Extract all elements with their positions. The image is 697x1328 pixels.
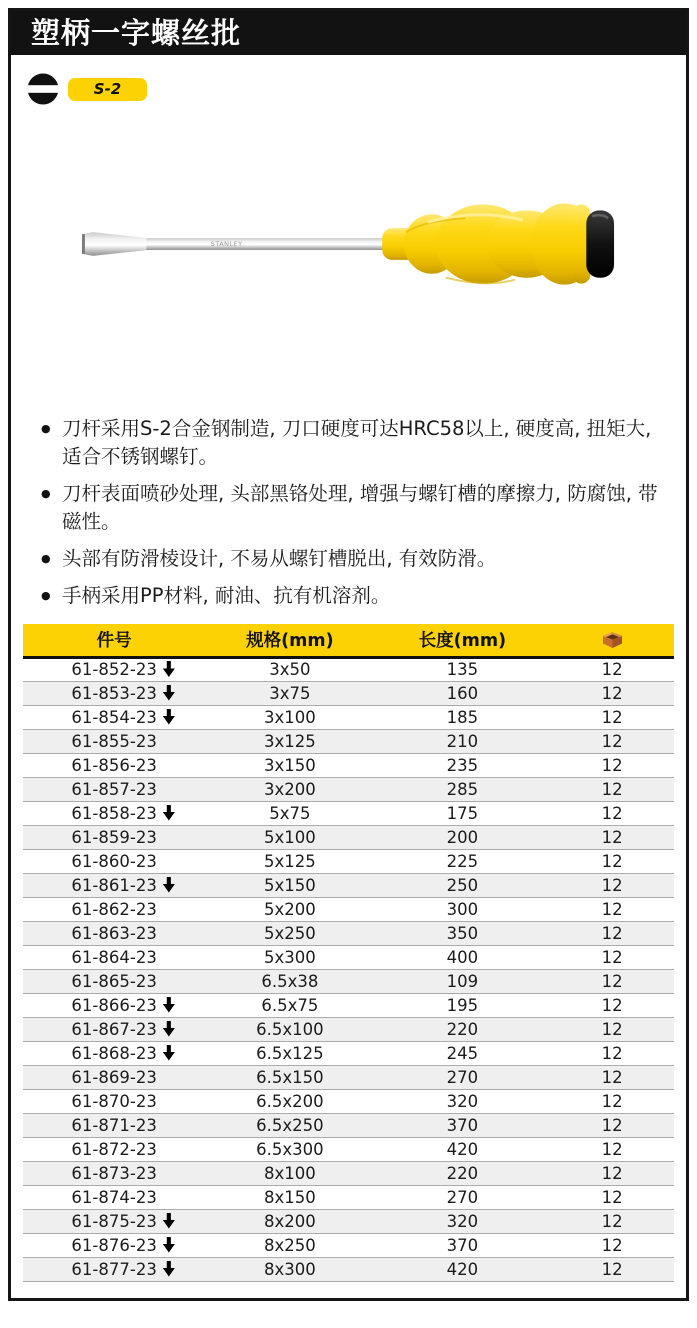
handle-end-cap xyxy=(586,210,614,277)
spec-cell: 6.5x75 xyxy=(261,995,319,1015)
qty-cell: 12 xyxy=(601,1067,623,1087)
feature-item: ● 手柄采用PP材料, 耐油、抗有机溶剂。 xyxy=(41,582,662,610)
part-number-cell xyxy=(23,921,205,945)
qty-cell: 12 xyxy=(601,1259,623,1279)
length-cell: 235 xyxy=(446,755,479,775)
qty-cell: 12 xyxy=(601,660,623,679)
down-arrow-icon xyxy=(163,1261,175,1277)
length-cell: 320 xyxy=(446,1091,479,1111)
part-number: 61-856-23 xyxy=(71,755,157,775)
catalog-sheet xyxy=(8,8,689,1301)
slotted-tip-icon xyxy=(27,73,59,105)
part-number-cell xyxy=(23,1089,205,1113)
spec-cell: 3x100 xyxy=(264,707,316,727)
table-row xyxy=(23,1161,674,1185)
spec-cell: 6.5x125 xyxy=(256,1043,324,1063)
col-header-length: 长度(mm) xyxy=(375,624,551,657)
table-row xyxy=(23,969,674,993)
part-number-cell xyxy=(23,1041,205,1065)
part-number: 61-876-23 xyxy=(71,1235,157,1255)
part-number: 61-865-23 xyxy=(71,971,157,991)
part-number-cell xyxy=(23,801,205,825)
qty-cell: 12 xyxy=(601,1091,623,1111)
part-number: 61-862-23 xyxy=(71,899,157,919)
length-cell: 195 xyxy=(446,995,479,1015)
part-number: 61-855-23 xyxy=(71,731,157,751)
parts-table-header xyxy=(23,624,674,657)
spec-cell: 6.5x100 xyxy=(256,1019,324,1039)
part-number: 61-857-23 xyxy=(71,779,157,799)
qty-cell: 12 xyxy=(601,683,623,703)
length-cell: 225 xyxy=(446,851,479,871)
length-cell: 350 xyxy=(446,923,479,943)
length-cell: 220 xyxy=(446,1019,479,1039)
down-arrow-icon xyxy=(163,685,175,701)
qty-cell: 12 xyxy=(601,947,623,967)
spec-cell: 5x100 xyxy=(264,827,316,847)
table-row xyxy=(23,1185,674,1209)
down-arrow-icon xyxy=(163,805,175,821)
part-number-cell xyxy=(23,1209,205,1233)
part-number-cell xyxy=(23,969,205,993)
spec-cell: 6.5x200 xyxy=(256,1091,324,1111)
qty-cell: 12 xyxy=(601,971,623,991)
part-number: 61-853-23 xyxy=(71,683,157,703)
table-row xyxy=(23,777,674,801)
qty-cell: 12 xyxy=(601,707,623,727)
spec-cell: 3x125 xyxy=(264,731,316,751)
length-cell: 400 xyxy=(446,947,479,967)
table-row xyxy=(23,729,674,753)
down-arrow-icon xyxy=(163,1213,175,1229)
table-row xyxy=(23,1137,674,1161)
length-cell: 109 xyxy=(446,971,479,991)
length-cell: 320 xyxy=(446,1211,479,1231)
part-number: 61-871-23 xyxy=(71,1115,157,1135)
part-number: 61-866-23 xyxy=(71,995,157,1015)
down-arrow-icon xyxy=(163,1045,175,1061)
qty-cell: 12 xyxy=(601,1235,623,1255)
part-number: 61-859-23 xyxy=(71,827,157,847)
part-number: 61-869-23 xyxy=(71,1067,157,1087)
part-number-cell xyxy=(23,1113,205,1137)
table-row xyxy=(23,657,674,681)
part-number-cell xyxy=(23,945,205,969)
qty-cell: 12 xyxy=(601,875,623,895)
length-cell: 250 xyxy=(446,875,479,895)
qty-cell: 12 xyxy=(601,1043,623,1063)
length-cell: 300 xyxy=(446,899,479,919)
page-title-bar xyxy=(11,11,686,55)
part-number: 61-872-23 xyxy=(71,1139,157,1159)
table-row xyxy=(23,705,674,729)
table-row xyxy=(23,1017,674,1041)
part-number: 61-858-23 xyxy=(71,803,157,823)
parts-table xyxy=(23,624,674,1282)
tip-type-row xyxy=(27,73,686,105)
spec-cell: 8x250 xyxy=(264,1235,316,1255)
part-number-cell xyxy=(23,729,205,753)
qty-cell: 12 xyxy=(601,755,623,775)
part-number-cell xyxy=(23,1017,205,1041)
part-number: 61-870-23 xyxy=(71,1091,157,1111)
length-cell: 370 xyxy=(446,1235,479,1255)
part-number-cell xyxy=(23,825,205,849)
down-arrow-icon xyxy=(163,709,175,725)
part-number-cell xyxy=(23,681,205,705)
qty-cell: 12 xyxy=(601,1163,623,1183)
length-cell: 200 xyxy=(446,827,479,847)
length-cell: 420 xyxy=(446,1139,479,1159)
table-row xyxy=(23,873,674,897)
product-image-container xyxy=(11,191,686,303)
qty-cell: 12 xyxy=(601,1187,623,1207)
table-row xyxy=(23,897,674,921)
part-number-cell xyxy=(23,849,205,873)
parts-table-body xyxy=(23,657,674,1281)
header-row xyxy=(23,624,674,657)
table-row xyxy=(23,945,674,969)
length-cell: 285 xyxy=(446,779,479,799)
spec-cell: 5x125 xyxy=(264,851,316,871)
length-cell: 210 xyxy=(446,731,479,751)
spec-cell: 6.5x250 xyxy=(256,1115,324,1135)
spec-cell: 5x250 xyxy=(264,923,316,943)
down-arrow-icon xyxy=(163,997,175,1013)
feature-item: ● 刀杆采用S-2合金钢制造, 刀口硬度可达HRC58以上, 硬度高, 扭矩大, 适合不锈钢螺钉。 xyxy=(41,415,662,471)
table-row xyxy=(23,753,674,777)
length-cell: 420 xyxy=(446,1259,479,1279)
part-number: 61-867-23 xyxy=(71,1019,157,1039)
spec-cell: 3x200 xyxy=(264,779,316,799)
spec-cell: 8x300 xyxy=(264,1259,316,1279)
tip-size-badge-label: S-2 xyxy=(93,80,122,98)
part-number: 61-863-23 xyxy=(71,923,157,943)
qty-cell: 12 xyxy=(601,1019,623,1039)
table-row xyxy=(23,1113,674,1137)
shaft-brand-marking: STANLEY xyxy=(210,240,243,249)
qty-cell: 12 xyxy=(601,995,623,1015)
col-header-qty xyxy=(550,624,674,657)
part-number-cell xyxy=(23,873,205,897)
spec-cell: 8x200 xyxy=(264,1211,316,1231)
part-number-cell xyxy=(23,657,205,681)
spec-cell: 3x50 xyxy=(269,660,311,679)
table-row xyxy=(23,1089,674,1113)
down-arrow-icon xyxy=(163,1237,175,1253)
part-number-cell xyxy=(23,897,205,921)
part-number: 61-861-23 xyxy=(71,875,157,895)
down-arrow-icon xyxy=(163,661,175,677)
qty-cell: 12 xyxy=(601,1115,623,1135)
table-row xyxy=(23,825,674,849)
spec-cell: 5x150 xyxy=(264,875,316,895)
table-row xyxy=(23,993,674,1017)
page-title: 塑柄一字螺丝批 xyxy=(31,16,242,50)
table-row xyxy=(23,801,674,825)
spec-cell: 8x100 xyxy=(264,1163,316,1183)
spec-cell: 6.5x300 xyxy=(256,1139,324,1159)
table-row xyxy=(23,921,674,945)
spec-cell: 6.5x150 xyxy=(256,1067,324,1087)
spec-cell: 3x150 xyxy=(264,755,316,775)
spec-cell: 8x150 xyxy=(264,1187,316,1207)
part-number-cell xyxy=(23,1161,205,1185)
table-row xyxy=(23,1209,674,1233)
qty-cell: 12 xyxy=(601,1211,623,1231)
part-number-cell xyxy=(23,777,205,801)
qty-cell: 12 xyxy=(601,731,623,751)
part-number: 61-852-23 xyxy=(71,660,157,679)
length-cell: 270 xyxy=(446,1067,479,1087)
spec-cell: 5x200 xyxy=(264,899,316,919)
spec-cell: 5x75 xyxy=(269,803,311,823)
qty-cell: 12 xyxy=(601,827,623,847)
table-row xyxy=(23,1257,674,1281)
length-cell: 135 xyxy=(446,660,479,679)
part-number-cell xyxy=(23,993,205,1017)
col-header-spec: 规格(mm) xyxy=(205,624,374,657)
length-cell: 220 xyxy=(446,1163,479,1183)
down-arrow-icon xyxy=(163,877,175,893)
length-cell: 175 xyxy=(446,803,479,823)
qty-cell: 12 xyxy=(601,899,623,919)
feature-list xyxy=(41,415,662,610)
length-cell: 185 xyxy=(446,707,479,727)
length-cell: 245 xyxy=(446,1043,479,1063)
qty-cell: 12 xyxy=(601,851,623,871)
qty-cell: 12 xyxy=(601,923,623,943)
table-row xyxy=(23,849,674,873)
qty-cell: 12 xyxy=(601,803,623,823)
spec-cell: 6.5x38 xyxy=(261,971,319,991)
qty-cell: 12 xyxy=(601,1139,623,1159)
part-number: 61-875-23 xyxy=(71,1211,157,1231)
length-cell: 160 xyxy=(446,683,479,703)
part-number: 61-860-23 xyxy=(71,851,157,871)
part-number-cell xyxy=(23,1233,205,1257)
table-row xyxy=(23,1065,674,1089)
table-row xyxy=(23,1041,674,1065)
screwdriver-blade-tip xyxy=(82,232,147,256)
feature-item: ● 刀杆表面喷砂处理, 头部黑铬处理, 增强与螺钉槽的摩擦力, 防腐蚀, 带磁性。 xyxy=(41,480,662,536)
table-row xyxy=(23,1233,674,1257)
part-number-cell xyxy=(23,1137,205,1161)
table-row xyxy=(23,681,674,705)
part-number-cell xyxy=(23,705,205,729)
tip-size-badge xyxy=(68,78,147,101)
screwdriver-product-image xyxy=(79,192,619,302)
screwdriver-handle xyxy=(382,203,598,284)
carton-box-icon xyxy=(599,629,626,650)
spec-cell: 5x300 xyxy=(264,947,316,967)
col-header-part-number: 件号 xyxy=(23,624,205,657)
part-number: 61-877-23 xyxy=(71,1259,157,1279)
length-cell: 270 xyxy=(446,1187,479,1207)
down-arrow-icon xyxy=(163,1021,175,1037)
part-number: 61-868-23 xyxy=(71,1043,157,1063)
screwdriver-shaft xyxy=(146,238,392,250)
part-number-cell xyxy=(23,1185,205,1209)
part-number: 61-874-23 xyxy=(71,1187,157,1207)
part-number-cell xyxy=(23,1257,205,1281)
length-cell: 370 xyxy=(446,1115,479,1135)
spec-cell: 3x75 xyxy=(269,683,311,703)
qty-cell: 12 xyxy=(601,779,623,799)
feature-item: ● 头部有防滑棱设计, 不易从螺钉槽脱出, 有效防滑。 xyxy=(41,545,662,573)
part-number-cell xyxy=(23,753,205,777)
part-number: 61-864-23 xyxy=(71,947,157,967)
part-number-cell xyxy=(23,1065,205,1089)
part-number: 61-854-23 xyxy=(71,707,157,727)
part-number: 61-873-23 xyxy=(71,1163,157,1183)
